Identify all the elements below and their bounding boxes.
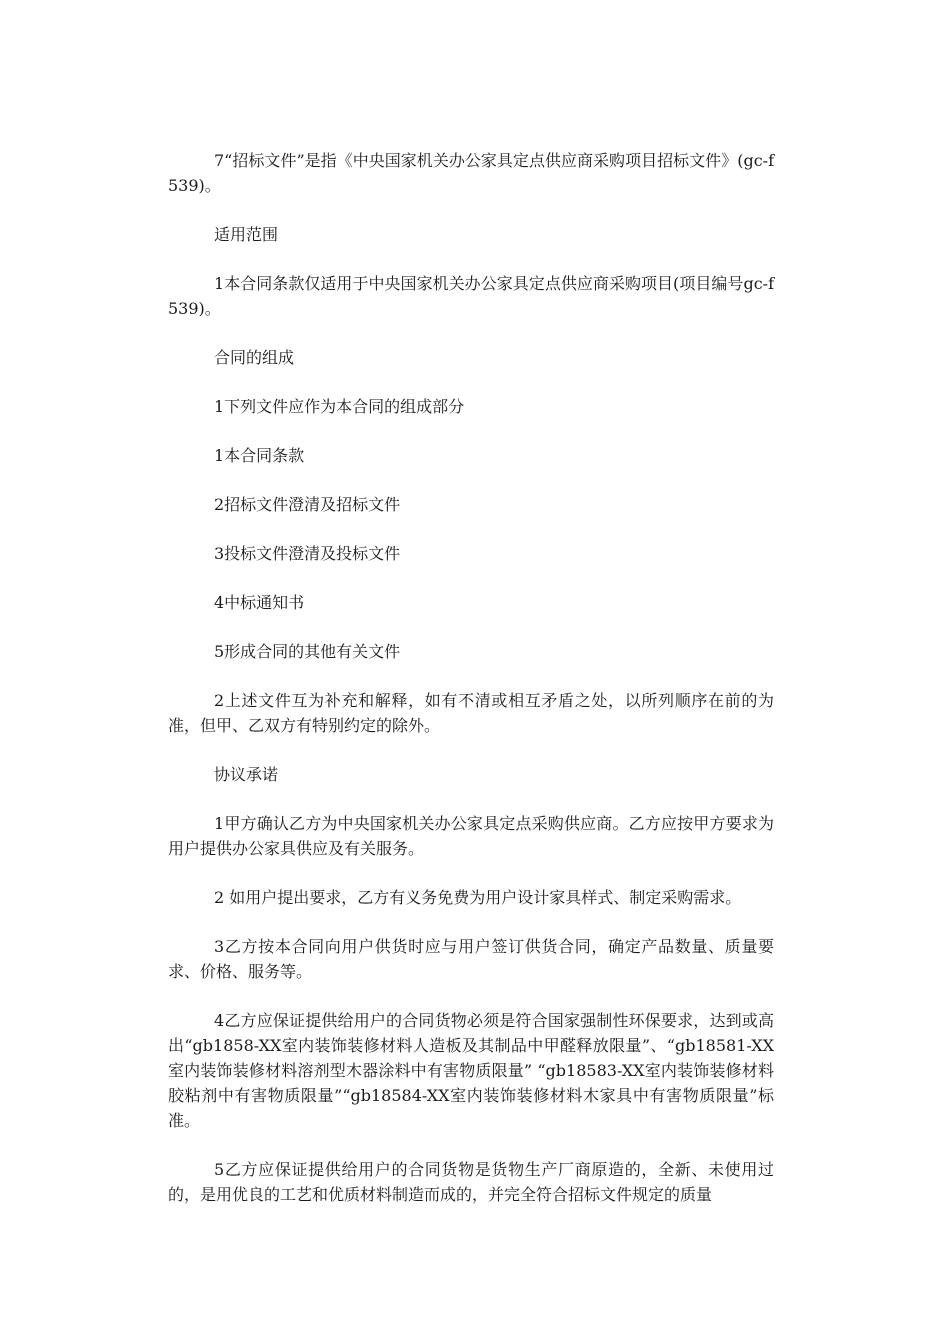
paragraph-commitment-5: 5乙方应保证提供给用户的合同货物是货物生产厂商原造的，全新、未使用过的，是用优良的工艺和优质材料制造而成的，并完全符合招标文件规定的质量: [168, 1160, 774, 1204]
list-item-bid-clarification: 3投标文件澄清及投标文件: [214, 544, 401, 563]
heading-scope: 适用范围: [214, 225, 279, 244]
list-item-other-documents: 5形成合同的其他有关文件: [214, 642, 401, 661]
list-item-tender-clarification: 2招标文件澄清及招标文件: [214, 495, 401, 514]
paragraph-commitment-2: 2 如用户提出要求，乙方有义务免费为用户设计家具样式、制定采购需求。: [214, 888, 742, 907]
document-body: [168, 148, 774, 1231]
list-item-award-notice: 4中标通知书: [214, 593, 305, 612]
paragraph-commitment-4: 4乙方应保证提供给用户的合同货物必须是符合国家强制性环保要求，达到或高出“gb1858-XX室内装饰装修材料人造板及其制品中甲醛释放限量”、“gb18581-XX室内装饰装修材料溶剂型木器涂料中有害物质限量” “gb18583-XX室内装饰装修材料胶粘剂中有害物质限量”“gb18584-XX室内装饰装修材料木家具中有害物质限量”标准。: [168, 1011, 774, 1130]
list-item-contract-terms: 1本合同条款: [214, 446, 305, 465]
heading-agreement-commitment: 协议承诺: [214, 765, 279, 784]
paragraph-composition-2: 2上述文件互为补充和解释，如有不清或相互矛盾之处，以所列顺序在前的为准，但甲、乙双方有特别约定的除外。: [168, 691, 774, 735]
paragraph-definition-tender-document: 7“招标文件”是指《中央国家机关办公家具定点供应商采购项目招标文件》(gc-f539)。: [168, 151, 774, 195]
paragraph-composition-1: 1下列文件应作为本合同的组成部分: [214, 397, 465, 416]
paragraph-scope-1: 1本合同条款仅适用于中央国家机关办公家具定点供应商采购项目(项目编号gc-f539)。: [168, 274, 774, 318]
paragraph-commitment-3: 3乙方按本合同向用户供货时应与用户签订供货合同，确定产品数量、质量要求、价格、服务等。: [168, 937, 774, 981]
paragraph-commitment-1: 1甲方确认乙方为中央国家机关办公家具定点采购供应商。乙方应按甲方要求为用户提供办公家具供应及有关服务。: [168, 814, 774, 858]
heading-contract-composition: 合同的组成: [214, 348, 295, 367]
